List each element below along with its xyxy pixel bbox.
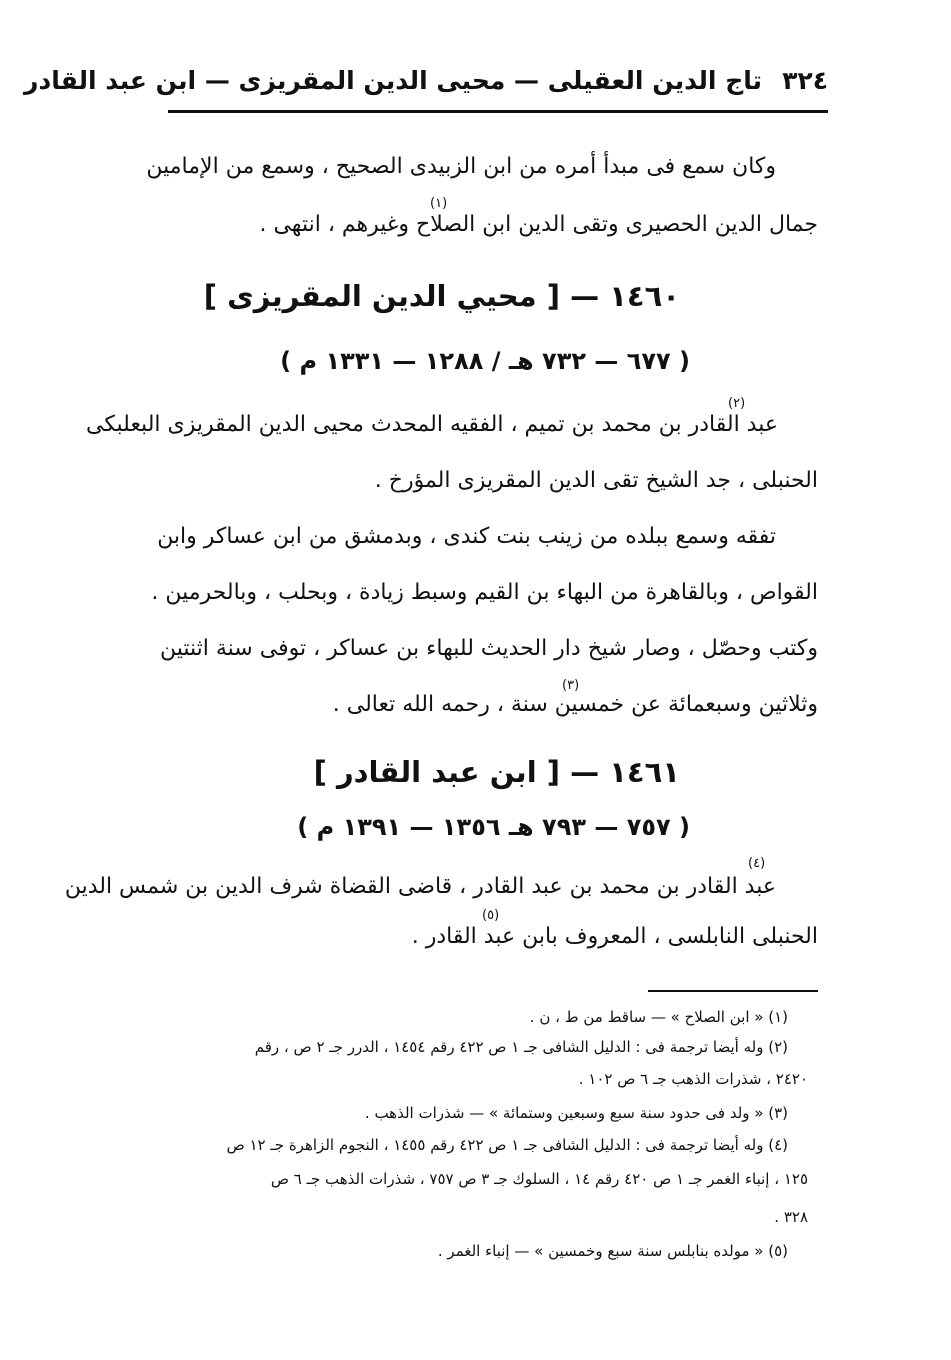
header-rule — [168, 110, 828, 113]
footnote-ref-2: (٢) — [728, 396, 746, 411]
paragraph-line: الحنبلى النابلسى ، المعروف بابن عبد القادر . — [411, 924, 818, 949]
paragraph-line: تفقه وسمع ببلده من زينب بنت كندى ، وبدمشق من ابن عساكر وابن — [157, 524, 776, 549]
paragraph-line: عبد القادر بن محمد بن تميم ، الفقيه المحدث محيى الدين المقريزى البعلبكى — [86, 412, 778, 437]
footnote-rule — [648, 990, 818, 992]
footnote-4-cont: ١٢٥ ، إنباء الغمر جـ ١ ص ٤٢٠ رقم ١٤ ، السلوك جـ ٣ ص ٧٥٧ ، شذرات الذهب جـ ٦ ص — [270, 1170, 808, 1188]
running-title: تاج الدين العقيلى — محيى الدين المقريزى — ابن عبد القادر — [23, 66, 762, 95]
entry-title-1461: ١٤٦١ — [ ابن عبد القادر ] — [313, 755, 680, 789]
paragraph-line: القواص ، وبالقاهرة من البهاء بن القيم وسبط زيادة ، وبحلب ، وبالحرمين . — [151, 580, 818, 605]
footnote-4: (٤) وله أيضا ترجمة فى : الدليل الشافى جـ ١ ص ٤٢٢ رقم ١٤٥٥ ، النجوم الزاهرة جـ ١٢ ص — [226, 1136, 788, 1154]
footnote-ref-1: (١) — [430, 196, 448, 211]
entry-title-1460: ١٤٦٠ — [ محيي الدين المقريزى ] — [203, 279, 680, 313]
entry-dates-1460: ( ٦٧٧ — ٧٣٢ هـ / ١٢٨٨ — ١٣٣١ م ) — [280, 347, 690, 375]
paragraph-line: عبد القادر بن محمد بن عبد القادر ، قاضى القضاة شرف الدين بن شمس الدين — [64, 874, 776, 899]
footnote-4-end: ٣٢٨ . — [774, 1208, 808, 1226]
footnote-ref-5: (٥) — [482, 908, 500, 923]
footnote-5: (٥) « مولده بنابلس سنة سبع وخمسين » — إنباء الغمر . — [437, 1242, 788, 1260]
paragraph-line: وكتب وحصّل ، وصار شيخ دار الحديث للبهاء بن عساكر ، توفى سنة اثنتين — [159, 636, 818, 661]
paragraph-line: جمال الدين الحصيرى وتقى الدين ابن الصلاح وغيرهم ، انتهى . — [259, 212, 818, 237]
paragraph-line: الحنبلى ، جد الشيخ تقى الدين المقريزى المؤرخ . — [374, 468, 818, 493]
footnote-3: (٣) « ولد فى حدود سنة سبع وسبعين وستمائة » — شذرات الذهب . — [364, 1104, 788, 1122]
footnote-1: (١) « ابن الصلاح » — ساقط من ط ، ن . — [529, 1008, 788, 1026]
paragraph-line: وثلاثين وسبعمائة عن خمسين سنة ، رحمه الله تعالى . — [332, 692, 818, 717]
entry-dates-1461: ( ٧٥٧ — ٧٩٣ هـ ١٣٥٦ — ١٣٩١ م ) — [297, 813, 690, 841]
page-number: ٣٢٤ — [782, 66, 828, 95]
running-header — [23, 62, 828, 106]
footnote-2-cont: ٢٤٢٠ ، شذرات الذهب جـ ٦ ص ١٠٢ . — [578, 1070, 808, 1088]
footnote-2: (٢) وله أيضا ترجمة فى : الدليل الشافى جـ ١ ص ٤٢٢ رقم ١٤٥٤ ، الدرر جـ ٢ ص ، رقم — [254, 1038, 788, 1056]
footnote-ref-3: (٣) — [562, 678, 580, 693]
footnote-ref-4: (٤) — [748, 856, 766, 871]
paragraph-line: وكان سمع فى مبدأ أمره من ابن الزبيدى الصحيح ، وسمع من الإمامين — [146, 154, 776, 179]
